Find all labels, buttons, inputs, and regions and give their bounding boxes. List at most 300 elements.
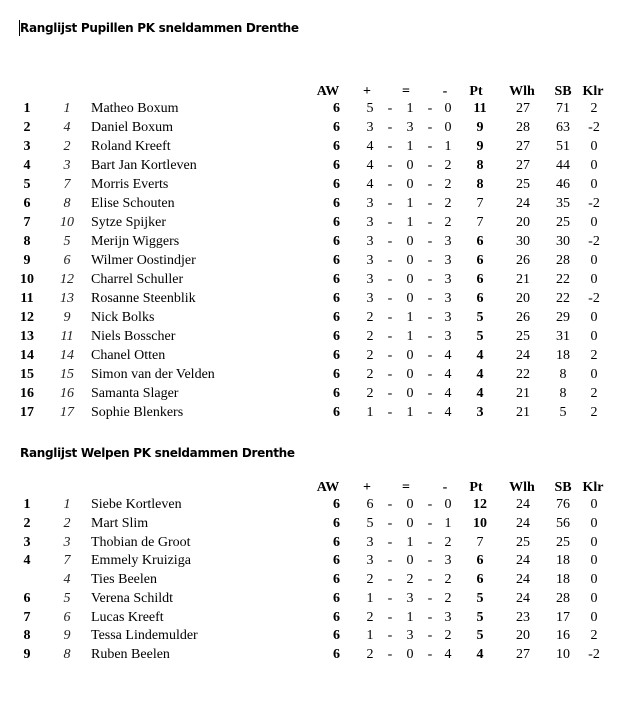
losses: 3 [444, 234, 452, 249]
wlh-score: 22 [516, 367, 530, 382]
sb-score: 5 [559, 405, 567, 420]
wlh-score: 20 [516, 215, 530, 230]
player-name: Daniel Boxum [91, 120, 174, 135]
separator: - [427, 534, 433, 550]
losses: 4 [444, 386, 452, 401]
header-plus: + [363, 84, 371, 99]
points: 4 [476, 348, 484, 363]
separator: - [387, 101, 393, 116]
table-row [0, 589, 626, 608]
player-name: Matheo Boxum [91, 101, 179, 116]
player-name: Roland Kreeft [91, 139, 171, 154]
player-name: Charrel Schuller [91, 272, 184, 287]
rank: 13 [20, 329, 34, 344]
separator: - [427, 120, 433, 135]
klr-score: 0 [590, 572, 598, 587]
wlh-score: 20 [516, 628, 530, 644]
wlh-score: 28 [516, 120, 530, 135]
losses: 3 [444, 291, 452, 306]
table-row [0, 118, 626, 137]
losses: 4 [444, 647, 452, 662]
draws: 1 [406, 101, 414, 116]
header-sb: SB [554, 480, 572, 495]
separator: - [427, 497, 433, 512]
separator: - [387, 572, 393, 587]
points: 8 [476, 177, 484, 192]
wins: 1 [366, 628, 374, 644]
separator: - [387, 196, 393, 211]
losses: 2 [444, 158, 452, 173]
klr-score: 0 [590, 158, 598, 173]
seed-number: 8 [63, 196, 71, 211]
wlh-score: 21 [516, 405, 530, 420]
losses: 2 [444, 590, 452, 606]
points: 7 [476, 534, 484, 550]
klr-score: 0 [590, 310, 598, 325]
wlh-score: 20 [516, 291, 530, 306]
rank: 4 [23, 553, 31, 569]
wins: 2 [366, 367, 374, 382]
points: 4 [476, 647, 484, 662]
header-pt: Pt [469, 84, 483, 99]
separator: - [387, 348, 393, 363]
wins: 1 [366, 405, 374, 420]
games-played: 6 [333, 405, 340, 420]
table-row [0, 645, 626, 664]
wlh-score: 26 [516, 253, 530, 268]
sb-score: 28 [556, 590, 570, 606]
wins: 2 [366, 348, 374, 363]
wlh-score: 27 [516, 139, 530, 154]
klr-score: 2 [590, 101, 598, 116]
wlh-score: 24 [516, 515, 530, 531]
sb-score: 30 [556, 234, 570, 249]
table-row [0, 365, 626, 384]
klr-score: -2 [588, 120, 600, 135]
wins: 4 [366, 177, 374, 192]
separator: - [387, 647, 393, 662]
rank: 4 [23, 158, 31, 173]
games-played: 6 [333, 101, 340, 116]
wins: 3 [366, 291, 374, 306]
separator: - [387, 139, 393, 154]
wins: 3 [366, 120, 374, 135]
seed-number: 13 [60, 291, 74, 306]
sb-score: 10 [556, 647, 570, 662]
separator: - [387, 367, 393, 382]
losses: 2 [444, 534, 452, 550]
games-played: 6 [333, 628, 340, 644]
losses: 3 [444, 310, 452, 325]
sb-score: 44 [556, 158, 570, 173]
klr-score: 0 [590, 534, 598, 550]
points: 6 [476, 272, 484, 287]
sb-score: 8 [559, 386, 567, 401]
table-row [0, 175, 626, 194]
rank: 7 [23, 215, 31, 230]
wlh-score: 27 [516, 158, 530, 173]
draws: 3 [406, 628, 414, 644]
draws: 0 [406, 386, 414, 401]
wins: 2 [366, 329, 374, 344]
separator: - [387, 253, 393, 268]
wins: 1 [366, 590, 374, 606]
seed-number: 5 [63, 590, 71, 606]
draws: 1 [406, 534, 414, 550]
draws: 0 [406, 348, 414, 363]
sb-score: 51 [556, 139, 570, 154]
draws: 1 [406, 609, 414, 625]
rank: 8 [23, 628, 31, 644]
header-pt: Pt [469, 480, 483, 495]
seed-number: 17 [60, 405, 74, 420]
wlh-score: 24 [516, 348, 530, 363]
seed-number: 4 [63, 572, 71, 587]
klr-score: -2 [588, 647, 600, 662]
sb-score: 71 [556, 101, 570, 116]
table-row [0, 551, 626, 570]
separator: - [387, 234, 393, 249]
wins: 4 [366, 139, 374, 154]
separator: - [427, 234, 433, 249]
losses: 2 [444, 572, 452, 587]
separator: - [387, 310, 393, 325]
table-row [0, 213, 626, 232]
points: 6 [476, 291, 484, 306]
games-played: 6 [333, 515, 340, 531]
seed-number: 9 [63, 310, 71, 325]
seed-number: 7 [63, 177, 71, 192]
points: 4 [476, 386, 484, 401]
seed-number: 2 [63, 515, 71, 531]
separator: - [427, 647, 433, 662]
points: 6 [476, 553, 484, 569]
draws: 0 [406, 272, 414, 287]
wlh-score: 30 [516, 234, 530, 249]
sb-score: 22 [556, 291, 570, 306]
sb-score: 22 [556, 272, 570, 287]
draws: 1 [406, 310, 414, 325]
separator: - [387, 272, 393, 287]
points: 5 [476, 590, 484, 606]
sb-score: 16 [556, 628, 570, 644]
points: 3 [476, 405, 484, 420]
wlh-score: 21 [516, 386, 530, 401]
seed-number: 3 [63, 534, 71, 550]
games-played: 6 [333, 647, 340, 662]
draws: 3 [406, 120, 414, 135]
rank: 14 [20, 348, 34, 363]
losses: 1 [444, 515, 452, 531]
separator: - [427, 386, 433, 401]
games-played: 6 [333, 609, 340, 625]
rank: 15 [20, 367, 34, 382]
games-played: 6 [333, 272, 340, 287]
header-wlh: Wlh [509, 84, 535, 99]
klr-score: 0 [590, 177, 598, 192]
table-row [0, 251, 626, 270]
separator: - [427, 405, 433, 420]
wlh-score: 24 [516, 590, 530, 606]
separator: - [387, 291, 393, 306]
sb-score: 8 [559, 367, 567, 382]
points: 8 [476, 158, 484, 173]
points: 5 [476, 628, 484, 644]
rank: 2 [23, 515, 31, 531]
separator: - [427, 253, 433, 268]
draws: 2 [406, 572, 414, 587]
sb-score: 35 [556, 196, 570, 211]
games-played: 6 [333, 553, 340, 569]
seed-number: 16 [60, 386, 74, 401]
seed-number: 1 [63, 497, 71, 512]
rank: 6 [23, 590, 31, 606]
separator: - [387, 158, 393, 173]
header-klr: Klr [582, 480, 604, 495]
losses: 3 [444, 609, 452, 625]
header-eq: = [402, 480, 410, 495]
points: 7 [476, 196, 484, 211]
player-name: Morris Everts [91, 177, 169, 192]
points: 10 [473, 515, 487, 531]
player-name: Verena Schildt [91, 590, 174, 606]
seed-number: 15 [60, 367, 74, 382]
klr-score: 2 [590, 348, 598, 363]
seed-number: 8 [63, 647, 71, 662]
draws: 0 [406, 234, 414, 249]
games-played: 6 [333, 215, 340, 230]
separator: - [427, 158, 433, 173]
player-name: Sytze Spijker [91, 215, 167, 230]
table-row [0, 156, 626, 175]
points: 6 [476, 234, 484, 249]
rank: 16 [20, 386, 34, 401]
separator: - [427, 367, 433, 382]
wlh-score: 24 [516, 196, 530, 211]
separator: - [387, 120, 393, 135]
games-played: 6 [333, 177, 340, 192]
draws: 0 [406, 515, 414, 531]
sb-score: 76 [556, 497, 570, 512]
header-wlh: Wlh [509, 480, 535, 495]
draws: 1 [406, 196, 414, 211]
wlh-score: 24 [516, 553, 530, 569]
losses: 0 [444, 101, 452, 116]
separator: - [427, 196, 433, 211]
rank: 12 [20, 310, 34, 325]
games-played: 6 [333, 348, 340, 363]
wlh-score: 23 [516, 609, 530, 625]
games-played: 6 [333, 329, 340, 344]
sb-score: 28 [556, 253, 570, 268]
separator: - [387, 177, 393, 192]
player-name: Nick Bolks [91, 310, 155, 325]
draws: 1 [406, 405, 414, 420]
points: 6 [476, 253, 484, 268]
seed-number: 5 [63, 234, 71, 249]
klr-score: 0 [590, 609, 598, 625]
wlh-score: 21 [516, 272, 530, 287]
sb-score: 63 [556, 120, 570, 135]
klr-score: 0 [590, 590, 598, 606]
table-row [0, 533, 626, 552]
points: 9 [476, 139, 484, 154]
losses: 2 [444, 196, 452, 211]
rank: 17 [20, 405, 34, 420]
klr-score: -2 [588, 291, 600, 306]
player-name: Samanta Slager [91, 386, 179, 401]
table-row [0, 232, 626, 251]
losses: 4 [444, 367, 452, 382]
losses: 3 [444, 272, 452, 287]
games-played: 6 [333, 497, 340, 512]
pupillen-title: Ranglijst Pupillen PK sneldammen Drenthe [20, 21, 299, 35]
wins: 3 [366, 553, 374, 569]
games-played: 6 [333, 367, 340, 382]
seed-number: 6 [63, 253, 71, 268]
rank: 7 [23, 609, 31, 625]
games-played: 6 [333, 572, 340, 587]
player-name: Niels Bosscher [91, 329, 176, 344]
player-name: Elise Schouten [91, 196, 175, 211]
rank: 10 [20, 272, 34, 287]
separator: - [427, 590, 433, 606]
klr-score: 0 [590, 272, 598, 287]
losses: 3 [444, 329, 452, 344]
wins: 3 [366, 253, 374, 268]
klr-score: 2 [590, 405, 598, 420]
wlh-score: 26 [516, 310, 530, 325]
draws: 3 [406, 590, 414, 606]
player-name: Rosanne Steenblik [91, 291, 196, 306]
wins: 5 [366, 101, 374, 116]
games-played: 6 [333, 120, 340, 135]
draws: 0 [406, 158, 414, 173]
separator: - [427, 348, 433, 363]
seed-number: 14 [60, 348, 74, 363]
separator: - [427, 628, 433, 644]
separator: - [387, 497, 393, 512]
separator: - [427, 215, 433, 230]
header-minus: - [442, 84, 448, 99]
wins: 2 [366, 572, 374, 587]
sb-score: 17 [556, 609, 570, 625]
player-name: Bart Jan Kortleven [91, 158, 197, 173]
wlh-score: 25 [516, 329, 530, 344]
wlh-score: 25 [516, 177, 530, 192]
separator: - [427, 101, 433, 116]
games-played: 6 [333, 196, 340, 211]
wins: 2 [366, 647, 374, 662]
losses: 2 [444, 628, 452, 644]
table-row [0, 137, 626, 156]
losses: 0 [444, 120, 452, 135]
points: 5 [476, 310, 484, 325]
rank: 1 [23, 101, 31, 116]
player-name: Emmely Kruiziga [91, 553, 191, 569]
separator: - [387, 215, 393, 230]
klr-score: 0 [590, 515, 598, 531]
games-played: 6 [333, 158, 340, 173]
losses: 1 [444, 139, 452, 154]
player-name: Sophie Blenkers [91, 405, 184, 420]
points: 4 [476, 367, 484, 382]
sb-score: 31 [556, 329, 570, 344]
table-row [0, 308, 626, 327]
points: 6 [476, 572, 484, 587]
points: 12 [473, 497, 487, 512]
rank: 9 [23, 253, 31, 268]
header-klr: Klr [582, 84, 604, 99]
sb-score: 29 [556, 310, 570, 325]
draws: 1 [406, 215, 414, 230]
klr-score: 0 [590, 367, 598, 382]
sb-score: 18 [556, 348, 570, 363]
points: 5 [476, 329, 484, 344]
table-row [0, 514, 626, 533]
player-name: Thobian de Groot [91, 534, 191, 550]
sb-score: 46 [556, 177, 570, 192]
table-row [0, 289, 626, 308]
rank: 11 [20, 291, 34, 306]
games-played: 6 [333, 310, 340, 325]
table-row [0, 327, 626, 346]
draws: 0 [406, 647, 414, 662]
losses: 2 [444, 215, 452, 230]
player-name: Lucas Kreeft [91, 609, 164, 625]
separator: - [427, 177, 433, 192]
wlh-score: 25 [516, 534, 530, 550]
points: 9 [476, 120, 484, 135]
separator: - [427, 553, 433, 569]
seed-number: 2 [63, 139, 71, 154]
table-row [0, 608, 626, 627]
games-played: 6 [333, 386, 340, 401]
klr-score: 0 [590, 215, 598, 230]
rank: 1 [23, 497, 31, 512]
separator: - [427, 310, 433, 325]
player-name: Wilmer Oostindjer [91, 253, 196, 268]
draws: 1 [406, 329, 414, 344]
table-row [0, 99, 626, 118]
wins: 2 [366, 609, 374, 625]
table-row [0, 626, 626, 645]
seed-number: 9 [63, 628, 71, 644]
rank: 5 [23, 177, 31, 192]
losses: 2 [444, 177, 452, 192]
wins: 2 [366, 386, 374, 401]
separator: - [427, 515, 433, 531]
draws: 0 [406, 553, 414, 569]
wins: 6 [366, 497, 374, 512]
draws: 0 [406, 497, 414, 512]
player-name: Siebe Kortleven [91, 497, 182, 512]
losses: 4 [444, 405, 452, 420]
player-name: Ruben Beelen [91, 647, 170, 662]
table-row [0, 495, 626, 514]
wins: 3 [366, 534, 374, 550]
header-aw: AW [316, 84, 340, 99]
klr-score: 2 [590, 386, 598, 401]
games-played: 6 [333, 291, 340, 306]
header-minus: - [442, 480, 448, 495]
wins: 3 [366, 272, 374, 287]
sb-score: 18 [556, 553, 570, 569]
games-played: 6 [333, 234, 340, 249]
games-played: 6 [333, 139, 340, 154]
player-name: Mart Slim [91, 515, 149, 531]
seed-number: 7 [63, 553, 71, 569]
